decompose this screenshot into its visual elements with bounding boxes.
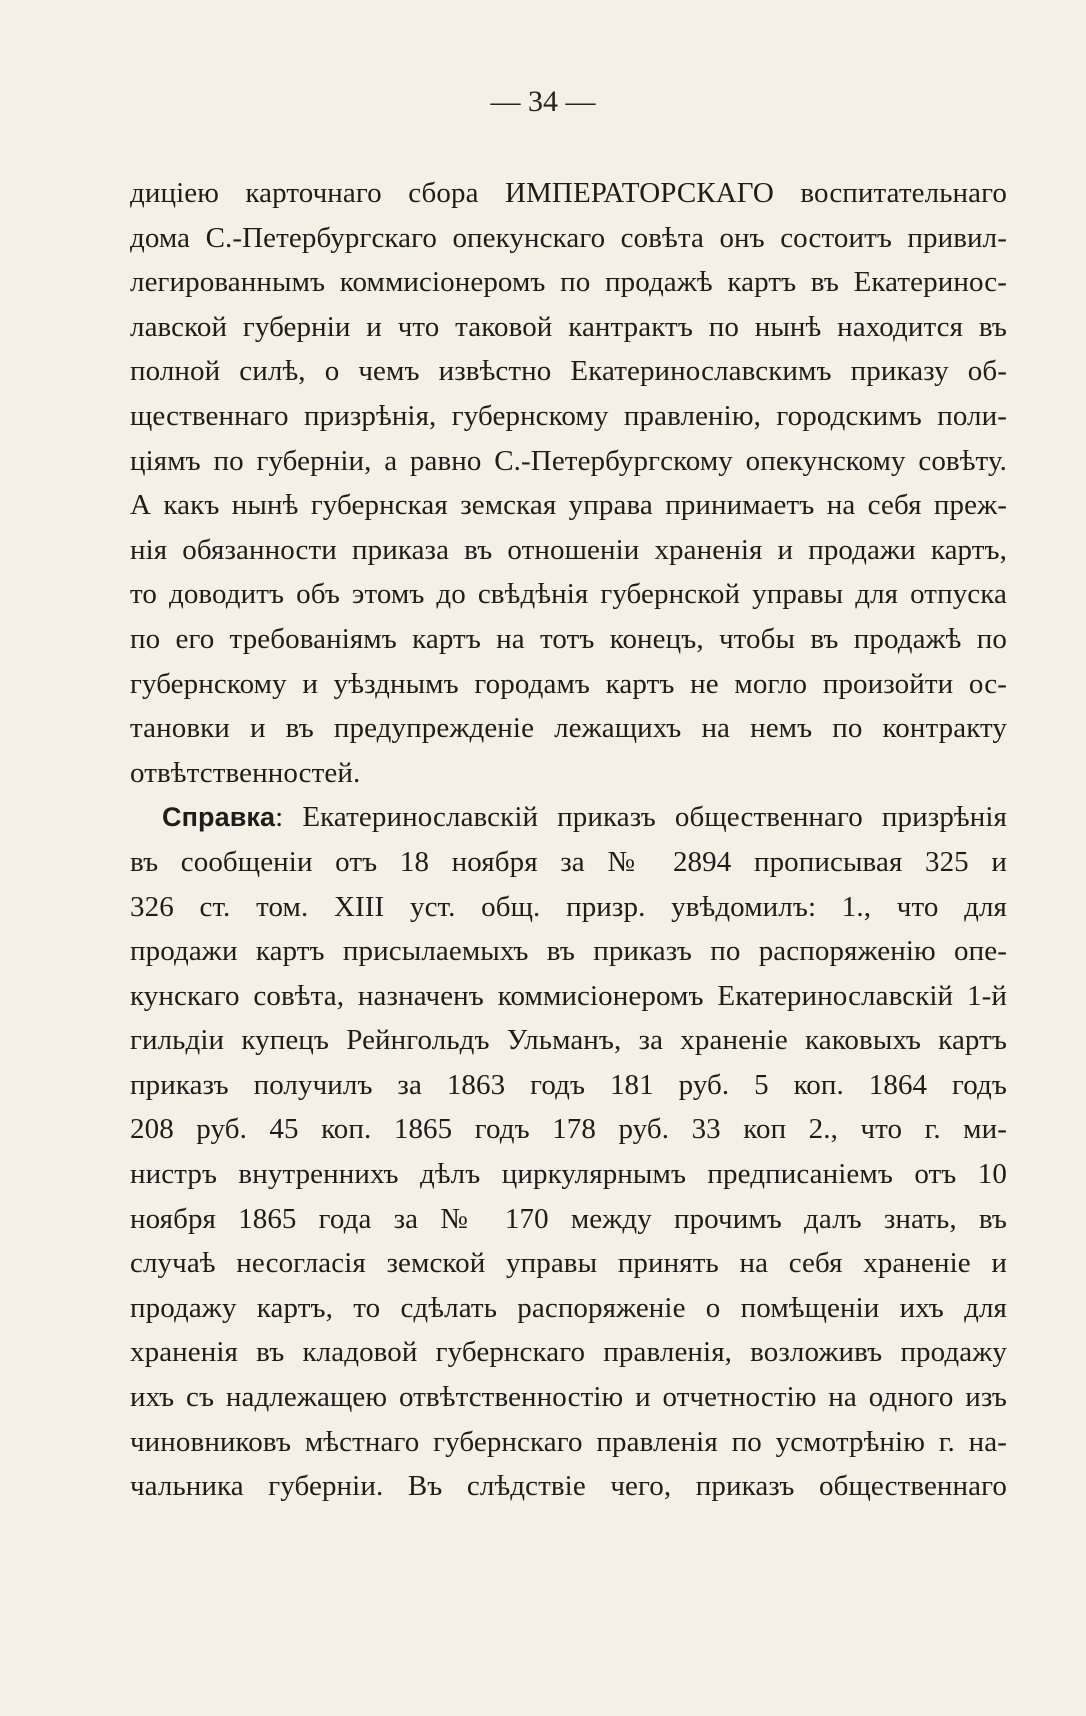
text-line: нистръ внутреннихъ дѣлъ циркулярнымъ предписаніемъ отъ 10 [130, 1158, 1007, 1191]
text-line: храненія въ кладовой губернскаго правленія, возложивъ продажу [130, 1336, 1007, 1369]
reference-first-line-text: : Екатеринославскій приказъ общественнаго призрѣнія [275, 801, 1007, 834]
page-number: — 34 — [490, 85, 596, 118]
text-line: продажу картъ, то сдѣлать распоряженіе о помѣщеніи ихъ для [130, 1291, 1007, 1324]
text-line: ціямъ по губерніи, а равно С.-Петербургскому опекунскому совѣту. [130, 444, 1007, 477]
text-line: тановки и въ предупрежденіе лежащихъ на немъ по контракту [130, 712, 1007, 745]
text-line: ноября 1865 года за № 170 между прочимъ далъ знать, въ [130, 1202, 1007, 1235]
text-line: лавской губерніи и что таковой кантрактъ по нынѣ находится въ [130, 310, 1007, 343]
text-line: продажи картъ присылаемыхъ въ приказъ по распоряженію опе- [130, 935, 1007, 968]
text-line: приказъ получилъ за 1863 годъ 181 руб. 5 коп. 1864 годъ [130, 1068, 1007, 1101]
reference-heading: Справка [162, 802, 276, 833]
text-line: щественнаго призрѣнія, губернскому правленію, городскимъ поли- [130, 399, 1007, 432]
text-line: въ сообщеніи отъ 18 ноября за № 2894 прописывая 325 и [130, 845, 1007, 878]
text-line: 208 руб. 45 коп. 1865 годъ 178 руб. 33 коп 2., что г. ми- [130, 1113, 1007, 1146]
text-line: губернскому и уѣзднымъ городамъ картъ не могло произойти ос- [130, 667, 1007, 700]
body-text [130, 171, 1007, 1509]
paragraph-2 [130, 795, 1007, 1509]
text-line: диціею карточнаго сбора ИМПЕРАТОРСКАГО воспитательнаго [130, 177, 1007, 209]
text-line: случаѣ несогласія земской управы принять на себя храненіе и [130, 1247, 1007, 1280]
text-line: гильдіи купецъ Рейнгольдъ Ульманъ, за храненіе каковыхъ картъ [130, 1024, 1007, 1057]
text-line: легированнымъ коммисіонеромъ по продажѣ картъ въ Екатеринос- [130, 266, 1007, 299]
text-line: дома С.-Петербургскаго опекунскаго совѣта онъ состоитъ привил- [130, 221, 1007, 254]
text-line: 326 ст. том. XIII уст. общ. призр. увѣдомилъ: 1., что для [130, 890, 1007, 923]
text-line-first [130, 795, 1007, 840]
paragraph-1 [130, 171, 1007, 795]
text-line: ихъ съ надлежащею отвѣтственностію и отчетностію на одного изъ [130, 1381, 1007, 1414]
text-line: чиновниковъ мѣстнаго губернскаго правленія по усмотрѣнію г. на- [130, 1425, 1007, 1458]
text-line: А какъ нынѣ губернская земская управа принимаетъ на себя преж- [130, 489, 1007, 522]
text-line: то доводитъ объ этомъ до свѣдѣнія губернской управы для отпуска [130, 578, 1007, 611]
text-line: нія обязанности приказа въ отношеніи храненія и продажи картъ, [130, 533, 1007, 566]
text-line: полной силѣ, о чемъ извѣстно Екатеринославскимъ приказу об- [130, 355, 1007, 388]
text-line: чальника губерніи. Въ слѣдствіе чего, приказъ общественнаго [130, 1470, 1007, 1503]
text-line: по его требованіямъ картъ на тотъ конецъ, чтобы въ продажѣ по [130, 622, 1007, 655]
text-line: отвѣтственностей. [130, 756, 361, 789]
text-line: кунскаго совѣта, назначенъ коммисіонеромъ Екатеринославскій 1-й [130, 979, 1007, 1012]
